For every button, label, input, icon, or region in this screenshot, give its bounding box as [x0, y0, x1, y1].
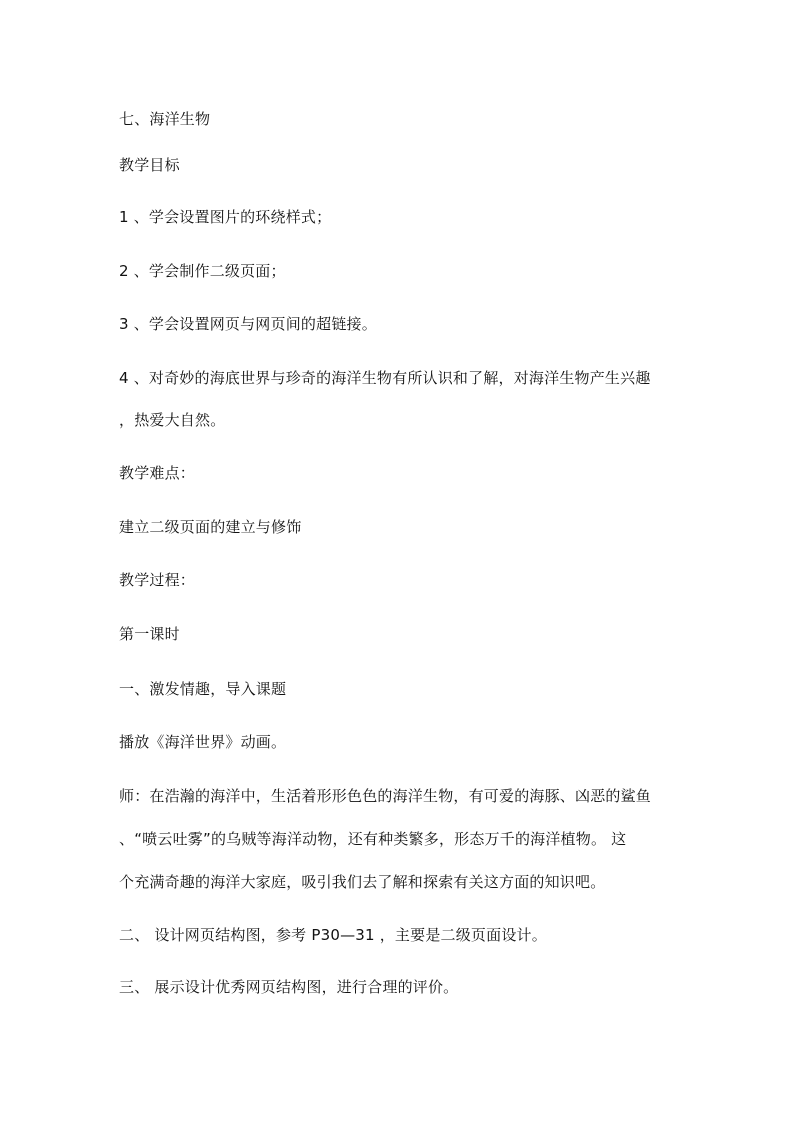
objectives-heading: 教学目标	[119, 156, 180, 174]
teacher-text-line: 个充满奇趣的海洋大家庭，吸引我们去了解和探索有关这方面的知识吧。	[119, 873, 606, 891]
difficulty-heading: 教学难点：	[119, 464, 196, 482]
objective-item: 1 、学会设置图片的环绕样式；	[119, 208, 332, 226]
objective-item: 3 、学会设置网页与网页间的超链接。	[119, 315, 377, 333]
process-heading: 教学过程：	[119, 571, 196, 589]
teacher-text-line: 、“喷云吐雾”的乌贼等海洋动物，还有种类繁多，形态万千的海洋植物。 这	[119, 830, 627, 848]
teacher-text-line: 师：在浩瀚的海洋中，生活着形形色色的海洋生物，有可爱的海豚、凶恶的鲨鱼	[119, 787, 652, 805]
difficulty-text: 建立二级页面的建立与修饰	[119, 518, 302, 536]
objective-item: 2 、学会制作二级页面；	[119, 262, 286, 280]
document-title: 七、海洋生物	[119, 110, 211, 128]
lesson-label: 第一课时	[119, 625, 180, 643]
step2-text: 二、 设计网页结构图，参考 P30—31 ，主要是二级页面设计。	[119, 926, 547, 944]
objective-item: 4 、对奇妙的海底世界与珍奇的海洋生物有所认识和了解，对海洋生物产生兴趣	[119, 369, 651, 387]
step1-text: 播放《海洋世界》动画。	[119, 733, 287, 751]
step3-text: 三、 展示设计优秀网页结构图，进行合理的评价。	[119, 978, 459, 996]
objective-item-continuation: ，热爱大自然。	[119, 411, 226, 429]
step1-heading: 一、激发情趣，导入课题	[119, 680, 287, 698]
